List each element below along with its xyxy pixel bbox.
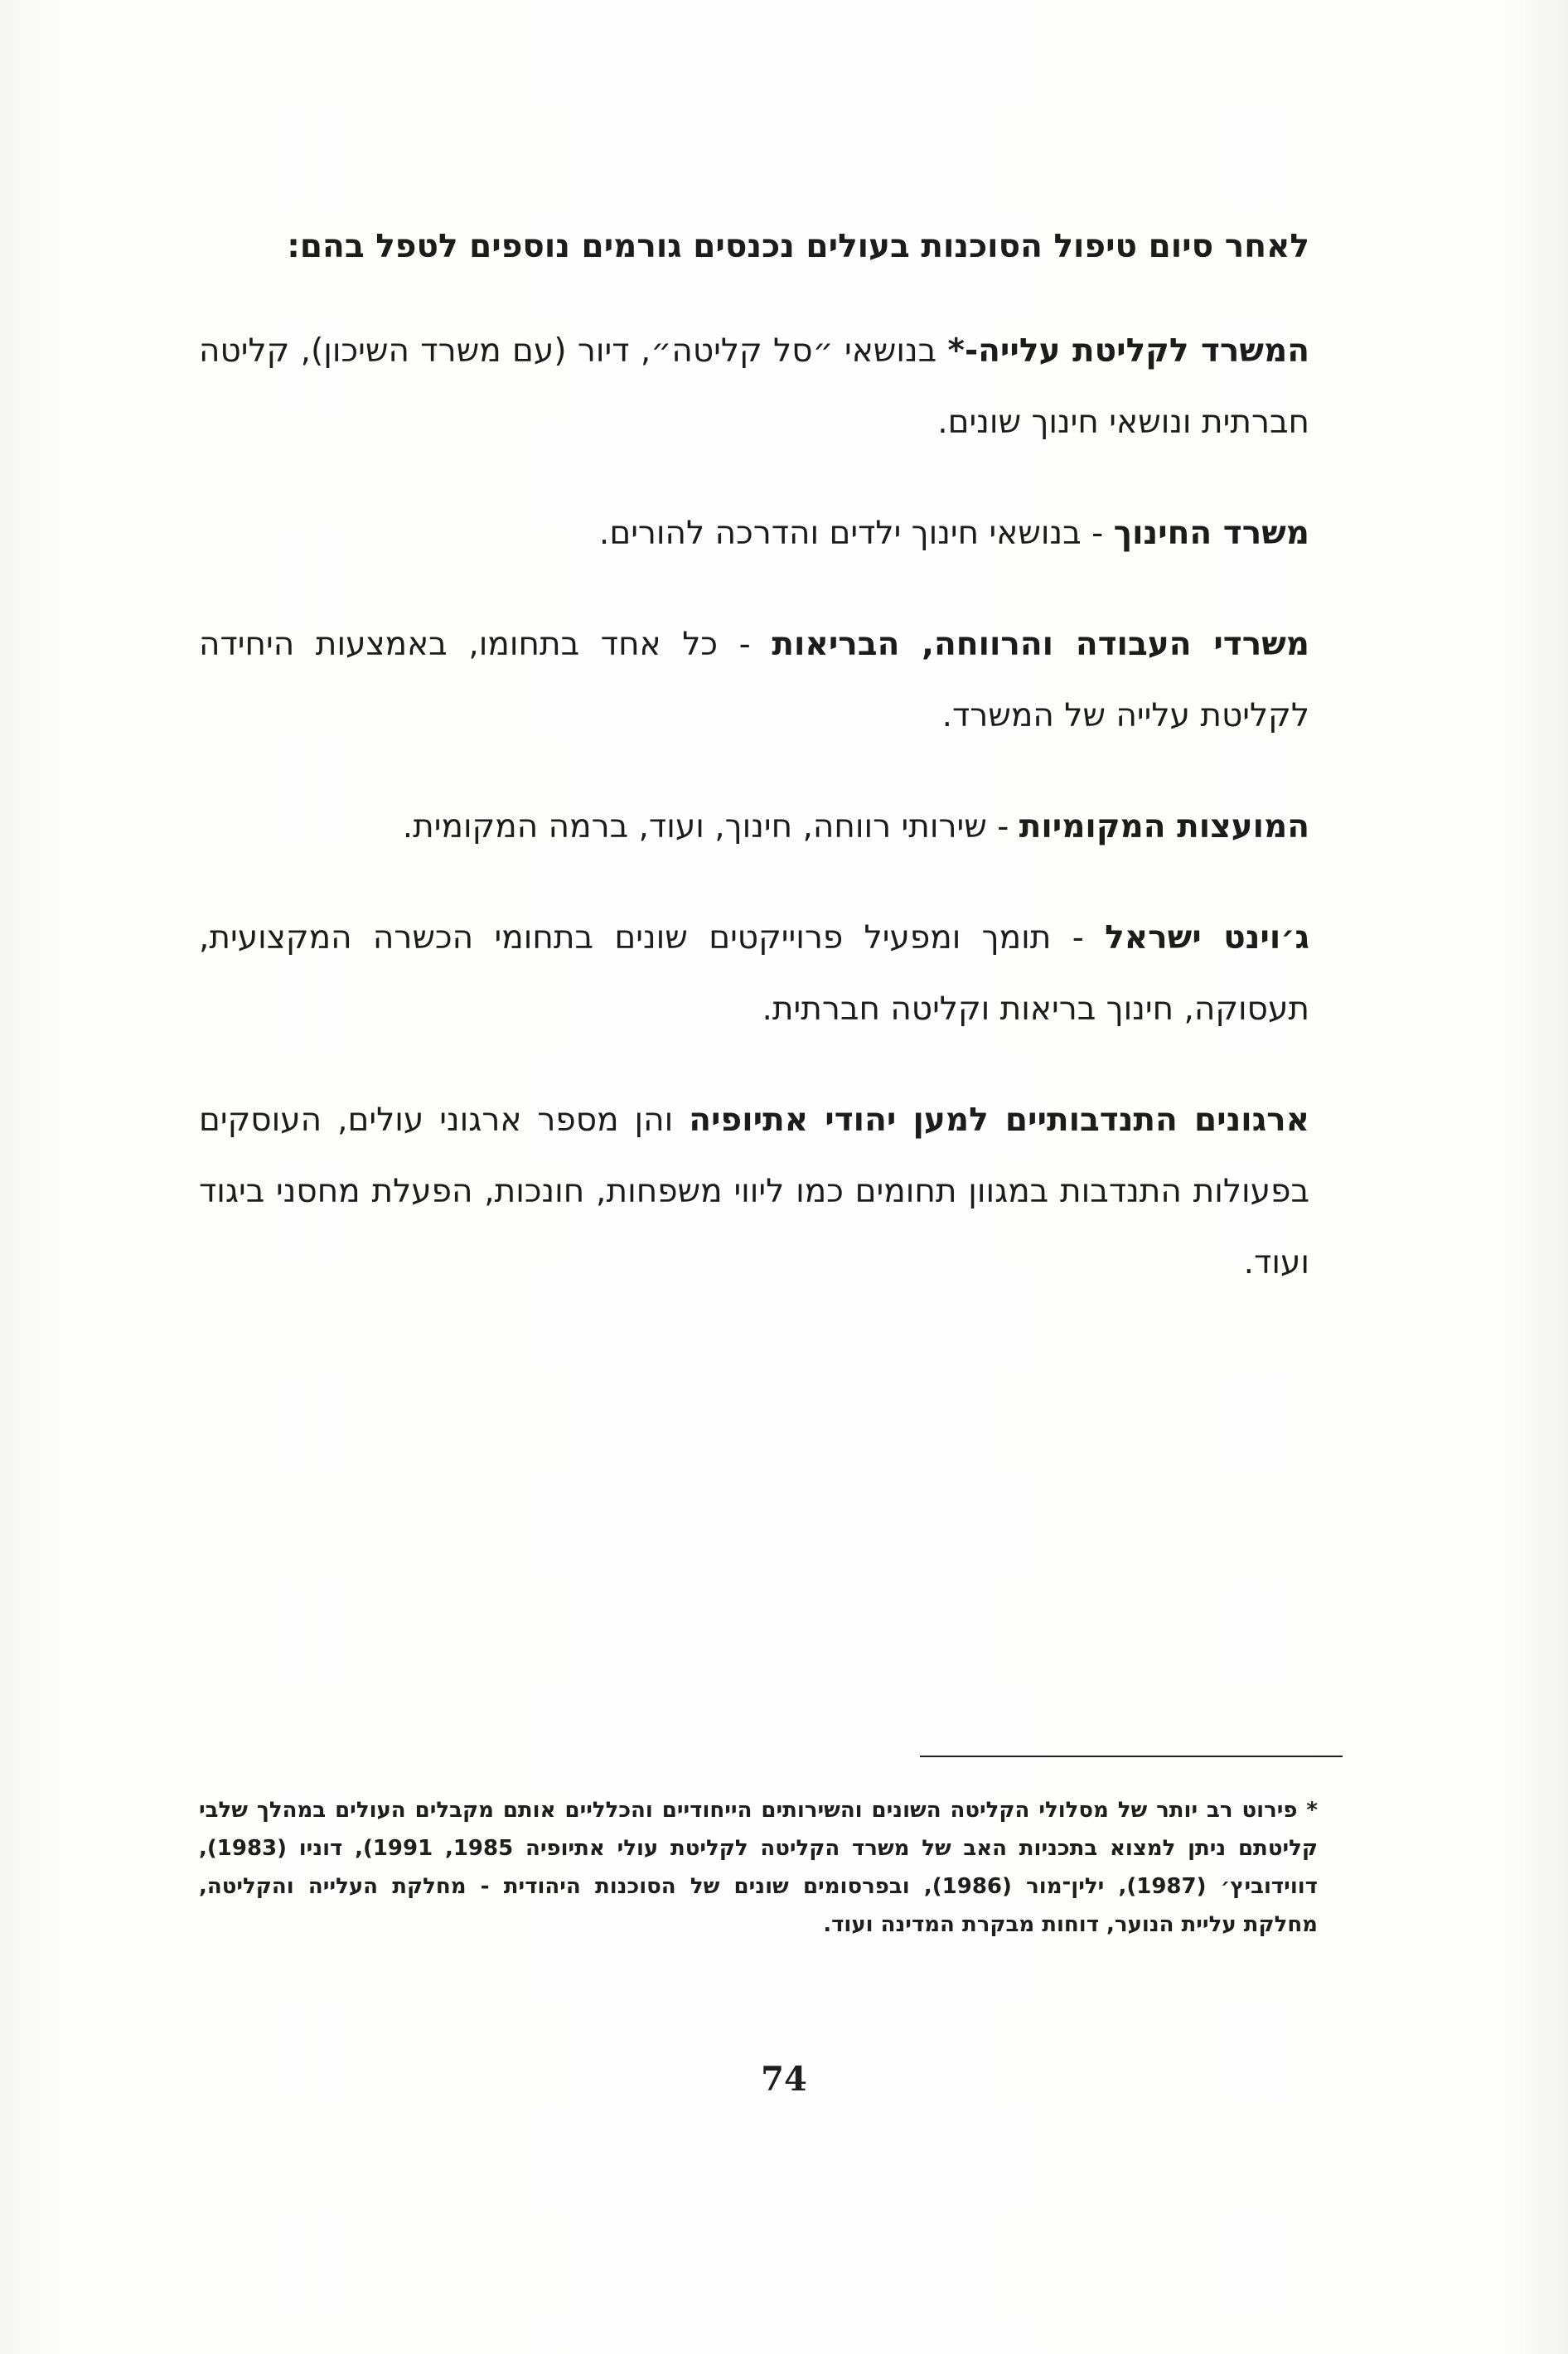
- intro-paragraph: לאחר סיום טיפול הסוכנות בעולים נכנסים גורמים נוספים לטפל בהם:: [287, 228, 1309, 265]
- entry-ministry-education: [199, 498, 1309, 569]
- entry-term: משרד החינוך: [1113, 515, 1309, 552]
- page-number: 74: [761, 2060, 807, 2099]
- entry-ministries-labor-health: [199, 609, 1309, 752]
- entry-term: ארגונים התנדבותיים למען יהודי אתיופיה: [689, 1102, 1309, 1139]
- entry-ministry-absorption: [199, 316, 1309, 458]
- main-text: [199, 211, 1309, 1339]
- entry-term: ג׳וינט ישראל: [1105, 919, 1309, 957]
- entry-text: והן מספר ארגוני עולים, העוסקים בפעולות התנדבות במגוון תחומים כמו ליווי משפחות, חונכות, הפעלת מחסני ביגוד ועוד.: [199, 1102, 1309, 1281]
- entry-local-councils: [199, 792, 1309, 863]
- entry-text: - בנושאי חינוך ילדים והדרכה להורים.: [598, 515, 1114, 552]
- entry-text: - תומך ומפעיל פרוייקטים שונים בתחומי הכשרה המקצועית, תעסוקה, חינוך בריאות וקליטה חברתית.: [199, 919, 1309, 1028]
- entry-text: - כל אחד בתחומו, באמצעות היחידה לקליטת עלייה של המשרד.: [199, 626, 1309, 734]
- entry-text: בנושאי ״סל קליטה״, דיור (עם משרד השיכון), קליטה חברתית ונושאי חינוך שונים.: [199, 332, 1309, 441]
- entry-volunteer-organizations: [199, 1085, 1309, 1299]
- entry-term: משרדי העבודה והרווחה, הבריאות: [772, 626, 1309, 663]
- entry-text: - שירותי רווחה, חינוך, ועוד, ברמה המקומית.: [402, 808, 1019, 845]
- footnote-divider: [920, 1756, 1343, 1757]
- entry-term: המשרד לקליטת עלייה-*: [947, 332, 1309, 370]
- footnote: * פירוט רב יותר של מסלולי הקליטה השונים והשירותים הייחודיים והכלליים אותם מקבלים העולים במהלך שלבי קליטתם ניתן למצוא בתכניות האב של משרד הקליטה לקליטת עולי אתיופיה 1985, 1991), דוניו (1983), דווידוביץ׳ (1987), ילין־מור (1986), ובפרסומים שונים של הסוכנות היהודית - מחלקת העלייה והקליטה, מחלקת עליית הנוער, דוחות מבקרת המדינה ועוד.: [199, 1798, 1319, 1937]
- entry-joint-israel: [199, 903, 1309, 1045]
- entry-term: המועצות המקומיות: [1019, 808, 1309, 845]
